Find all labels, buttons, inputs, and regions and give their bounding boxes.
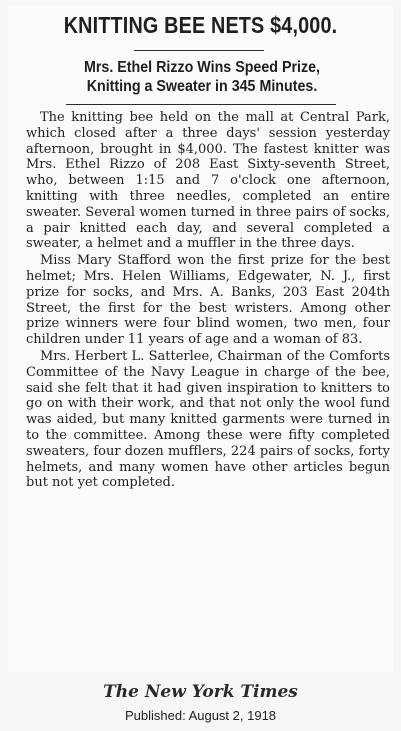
article-paragraph: The knitting bee held on the mall at Central Park, which closed after a three days' session yesterday afternoon, brought in $4,000. The fastest knitter was Mrs. Ethel Rizzo of 208 East Sixty-seventh Street, who, between 1:15 and 7 o'clock one afternoon, knitting with three needles, completed an entire sweater. Several women turned in three pairs of socks, a pair knitted each day, and several completed a sweater, a helmet and a muffler in the three days. — [26, 110, 390, 252]
subheadline-divider — [66, 104, 336, 105]
newspaper-clipping — [8, 6, 393, 672]
subheadline — [27, 58, 377, 96]
published-date: Published: August 2, 1918 — [124, 708, 277, 723]
article-paragraph: Mrs. Herbert L. Satterlee, Chairman of the Comforts Committee of the Navy League in charge of the bee, said she felt that it had given inspiration to knitters to go on with their work, and that not only the wool fund was aided, but many knitted garments were turned in to the committee. Among these were fifty completed sweaters, four dozen mufflers, 224 pairs of socks, forty helmets, and many women have other articles begun but not yet completed. — [26, 348, 390, 491]
headline-divider — [134, 50, 264, 51]
masthead-logo: The New York Times — [103, 682, 298, 702]
subheadline-line-2: Knitting a Sweater in 345 Minutes. — [86, 78, 318, 95]
headline: KNITTING BEE NETS $4,000. — [63, 12, 338, 38]
article-body — [26, 110, 390, 491]
subheadline-line-1: Mrs. Ethel Rizzo Wins Speed Prize, — [83, 59, 321, 76]
article-paragraph: Miss Mary Stafford won the first prize for the best helmet; Mrs. Helen Williams, Edgewater, N. J., first prize for socks, and Mrs. A. Banks, 203 East 204th Street, the first for the best wristers. Among other prize winners were four blind women, two men, four children under 11 years of age and a woman of 83. — [26, 253, 390, 348]
